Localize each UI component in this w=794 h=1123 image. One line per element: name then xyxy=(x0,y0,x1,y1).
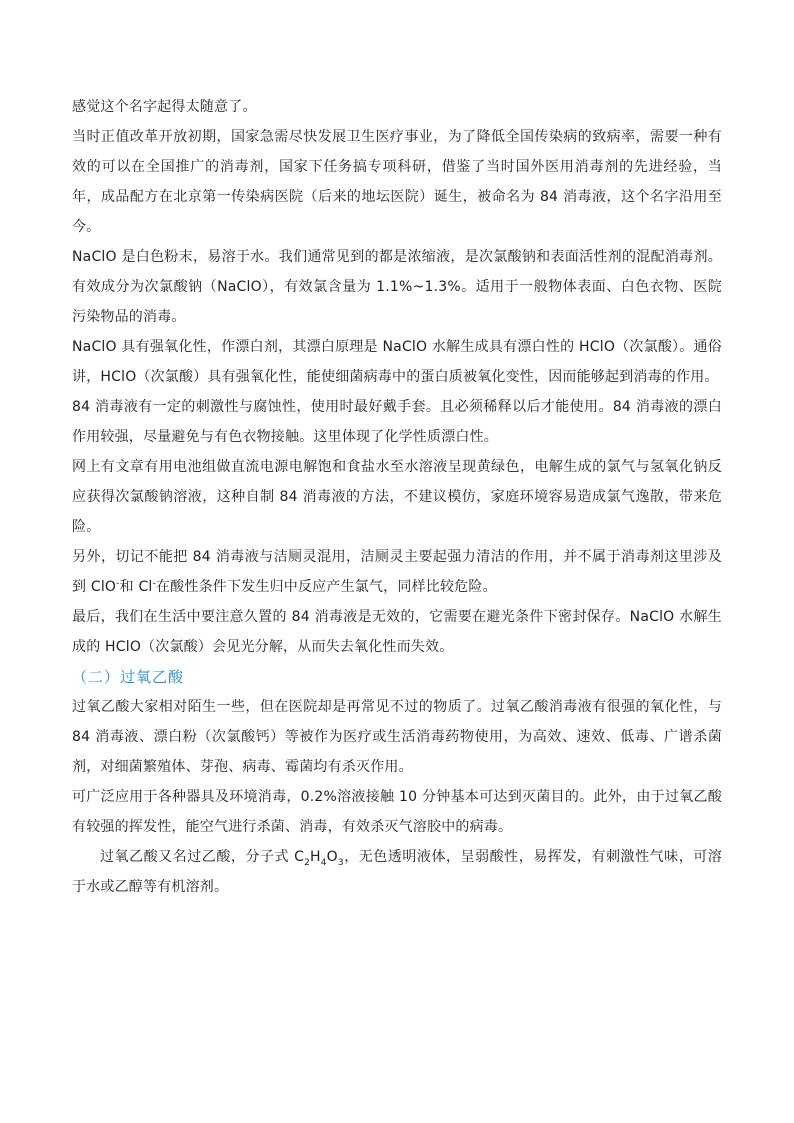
superscript-minus: - xyxy=(116,578,120,589)
paragraph-7 xyxy=(72,542,722,602)
superscript-minus: - xyxy=(152,578,156,589)
paragraph-11 xyxy=(72,842,722,902)
subscript: 2 xyxy=(304,857,310,868)
paragraph-7-text-a: 另外，切记不能把 84 消毒液与洁厕灵混用，洁厕灵主要起强力清洁的作用，并不属于消毒剂这里涉及到 ClO xyxy=(72,549,722,595)
paragraph-9: 过氧乙酸大家相对陌生一些，但在医院却是再常见不过的物质了。过氧乙酸消毒液有很强的氧化性，与 84 消毒液、漂白粉（次氯酸钙）等被作为医疗或生活消毒药物使用，为高效、速效、低毒、广谱杀菌剂，对细菌繁殖体、芽孢、病毒、霉菌均有杀灭作用。 xyxy=(72,699,722,775)
paragraph-11-text-b: ，无色透明液体，呈弱酸性，易挥发，有刺激性气味，可溶于水或乙醇等有机溶剂。 xyxy=(72,849,722,895)
paragraph-7-text-c: 在酸性条件下发生归中反应产生氯气，同样比较危险。 xyxy=(155,579,497,595)
subscript: 4 xyxy=(320,857,327,868)
paragraph-4: NaClO 具有强氧化性，作漂白剂，其漂白原理是 NaClO 水解生成具有漂白性的 HClO（次氯酸）。通俗讲，HClO（次氯酸）具有强氧化性，能使细菌病毒中的蛋白质被氧化变性，因而能够起到消毒的作用。 xyxy=(72,339,722,385)
paragraph-5: 84 消毒液有一定的刺激性与腐蚀性，使用时最好戴手套。且必须稀释以后才能使用。84 消毒液的漂白作用较强，尽量避免与有色衣物接触。这里体现了化学性质漂白性。 xyxy=(72,399,722,445)
formula-h: H xyxy=(310,849,321,865)
paragraph-8: 最后，我们在生活中要注意久置的 84 消毒液是无效的，它需要在避光条件下密封保存。NaClO 水解生成的 HClO（次氯酸）会见光分解，从而失去氧化性而失效。 xyxy=(72,609,722,655)
subscript: 3 xyxy=(337,857,344,868)
paragraph-7-text-b: 和 Cl xyxy=(119,579,153,595)
paragraph-1: 感觉这个名字起得太随意了。 xyxy=(72,99,257,115)
formula-o: O xyxy=(326,849,338,865)
section-heading: （二）过氧乙酸 xyxy=(72,668,185,686)
paragraph-2: 当时正值改革开放初期，国家急需尽快发展卫生医疗事业，为了降低全国传染病的致病率，需要一种有效的可以在全国推广的消毒剂，国家下任务搞专项科研，借鉴了当时国外医用消毒剂的先进经验，当年，成品配方在北京第一传染病医院（后来的地坛医院）诞生，被命名为 84 消毒液，这个名字沿用至今。 xyxy=(72,129,722,235)
paragraph-3: NaClO 是白色粉末，易溶于水。我们通常见到的都是浓缩液，是次氯酸钠和表面活性剂的混配消毒剂。有效成分为次氯酸钠（NaClO），有效氯含量为 1.1%~1.3%。适用于一般物体表面、白色衣物、医院污染物品的消毒。 xyxy=(72,249,722,325)
paragraph-10: 可广泛应用于各种器具及环境消毒，0.2%溶液接触 10 分钟基本可达到灭菌目的。此外，由于过氧乙酸有较强的挥发性，能空气进行杀菌、消毒，有效杀灭气溶胶中的病毒。 xyxy=(72,789,722,835)
document-page xyxy=(72,92,722,902)
paragraph-11-text-a: 过氧乙酸又名过乙酸，分子式 C xyxy=(100,849,305,865)
paragraph-6: 网上有文章有用电池组做直流电源电解饱和食盐水至水溶液呈现黄绿色，电解生成的氯气与氢氧化钠反应获得次氯酸钠溶液，这种自制 84 消毒液的方法，不建议模仿，家庭环境容易造成氯气逸散，带来危险。 xyxy=(72,459,722,535)
